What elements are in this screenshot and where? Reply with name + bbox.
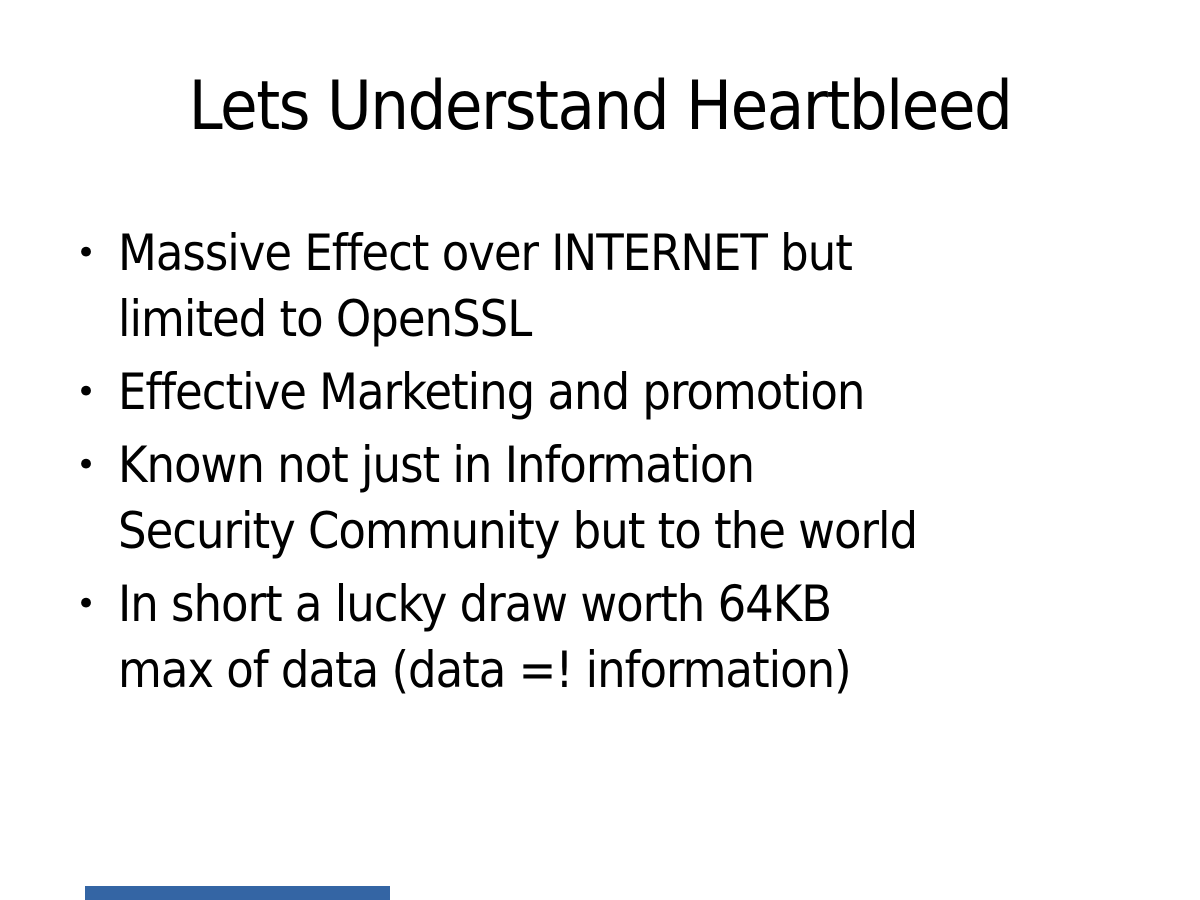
bullet-dot-icon: • — [76, 233, 97, 273]
bullet-line: In short a lucky draw worth 64KB — [118, 575, 832, 633]
bullet-dot-icon: • — [76, 372, 97, 412]
bullet-dot-icon: • — [76, 584, 97, 624]
accent-bar — [85, 886, 390, 900]
bullet-line: Effective Marketing and promotion — [118, 363, 865, 421]
bullet-text — [118, 359, 1156, 425]
bullet-dot-icon: • — [76, 445, 97, 485]
bullet-line: Security Community but to the world — [118, 502, 918, 560]
bullet-line: limited to OpenSSL — [118, 290, 532, 348]
bullet-item — [76, 220, 1156, 352]
slide-title: Lets Understand Heartbleed — [188, 67, 1012, 146]
bullet-item — [76, 432, 1156, 564]
bullet-list — [76, 220, 1156, 710]
bullet-line: Known not just in Information — [118, 436, 754, 494]
bullet-item — [76, 571, 1156, 703]
bullet-text — [118, 220, 1156, 352]
bullet-text — [118, 432, 1156, 564]
bullet-item — [76, 359, 1156, 425]
bullet-line: Massive Effect over INTERNET but — [118, 224, 852, 282]
bullet-text — [118, 571, 1156, 703]
bullet-line: max of data (data =! information) — [118, 641, 851, 699]
